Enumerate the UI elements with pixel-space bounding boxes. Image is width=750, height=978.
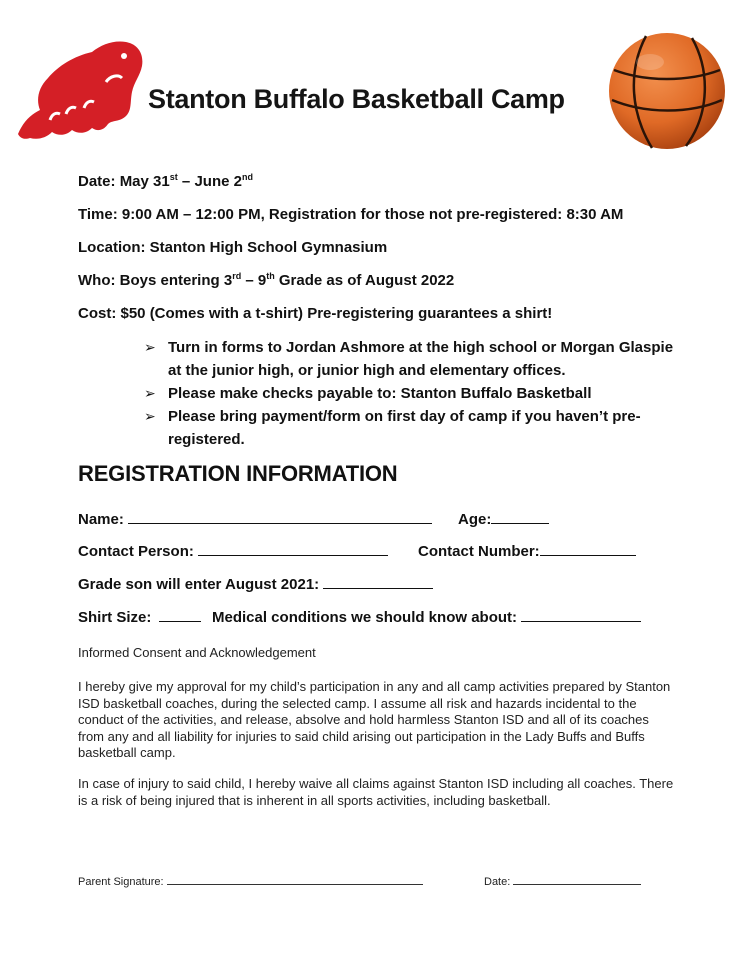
grade-field[interactable]: Grade son will enter August 2021:: [78, 574, 433, 593]
grade-input-line[interactable]: [323, 574, 433, 589]
buffalo-logo-icon: [14, 36, 146, 148]
signature-date-field[interactable]: Date:: [484, 873, 641, 888]
camp-date: Date: May 31st – June 2nd: [78, 172, 253, 190]
medical-input-line[interactable]: [521, 607, 641, 622]
instructions-list: [144, 336, 684, 451]
age-input-line[interactable]: [491, 509, 549, 524]
shirt-size-field[interactable]: Shirt Size:: [78, 607, 201, 626]
camp-time: Time: 9:00 AM – 12:00 PM, Registration for those not pre-registered: 8:30 AM: [78, 206, 624, 223]
parent-signature-line[interactable]: [167, 873, 423, 885]
page-title: Stanton Buffalo Basketball Camp: [148, 84, 565, 114]
consent-paragraph: I hereby give my approval for my child’s participation in any and all camp activities prepared by Stanton ISD basketball coaches, during the selected camp. I assume all risk and hazards incidental to the conduct of the activities, and release, absolve and hold harmless Stanton ISD and all of its coaches from any and all liability for injuries to said child arising out participation in the Lady Buffs and Buffs basketball camp.: [78, 679, 671, 760]
contact-number-field[interactable]: Contact Number:: [418, 541, 636, 560]
basketball-icon: [606, 30, 728, 152]
camp-cost: Cost: $50 (Comes with a t-shirt) Pre-registering guarantees a shirt!: [78, 305, 553, 322]
name-input-line[interactable]: [128, 509, 432, 524]
consent-heading: Informed Consent and Acknowledgement: [78, 645, 316, 660]
waiver-paragraph: In case of injury to said child, I hereby waive all claims against Stanton ISD including all coaches. There is a risk of being injured that is inherent in all sports activities, including basketball.: [78, 776, 674, 808]
list-item: ➢ Please make checks payable to: Stanton Buffalo Basketball: [144, 382, 684, 405]
signature-date-line[interactable]: [513, 873, 641, 885]
shirt-size-input-line[interactable]: [159, 607, 201, 622]
contact-person-field[interactable]: Contact Person:: [78, 541, 388, 560]
list-item: ➢ Turn in forms to Jordan Ashmore at the high school or Morgan Glaspie at the junior high, or junior high and elementary offices.: [144, 336, 684, 382]
contact-person-input-line[interactable]: [198, 541, 388, 556]
registration-heading: REGISTRATION INFORMATION: [78, 461, 398, 486]
arrow-bullet-icon: ➢: [144, 385, 156, 401]
medical-field[interactable]: Medical conditions we should know about:: [212, 607, 641, 626]
camp-who: Who: Boys entering 3rd – 9th Grade as of August 2022: [78, 271, 455, 289]
name-field[interactable]: Name:: [78, 509, 432, 528]
parent-signature-field[interactable]: Parent Signature:: [78, 873, 423, 888]
list-item: ➢ Please bring payment/form on first day of camp if you haven’t pre-registered.: [144, 405, 684, 451]
arrow-bullet-icon: ➢: [144, 339, 156, 355]
camp-location: Location: Stanton High School Gymnasium: [78, 239, 388, 256]
contact-number-input-line[interactable]: [540, 541, 636, 556]
age-field[interactable]: Age:: [458, 509, 549, 528]
arrow-bullet-icon: ➢: [144, 408, 156, 424]
